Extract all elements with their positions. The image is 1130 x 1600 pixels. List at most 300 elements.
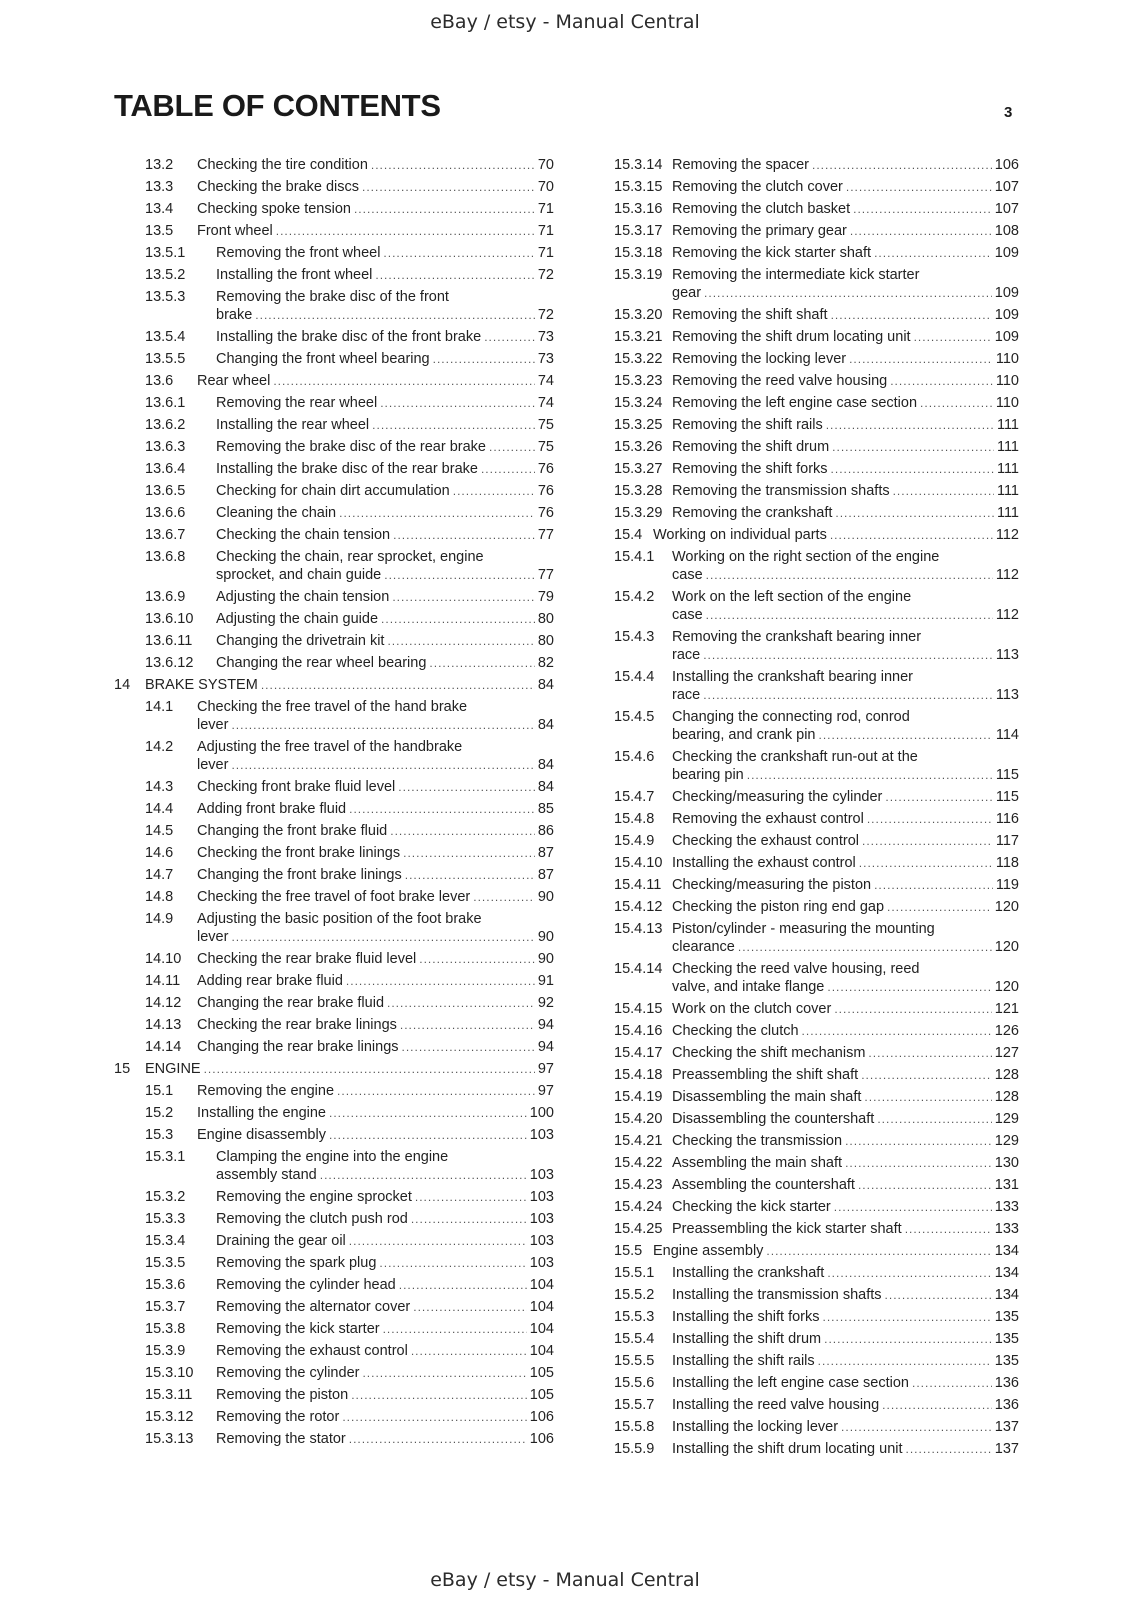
toc-entry-number: 15.3.8 xyxy=(145,1321,186,1337)
dot-leader xyxy=(489,438,535,456)
toc-entry[interactable] xyxy=(614,832,1019,854)
toc-entry-title: assembly stand xyxy=(216,1167,317,1183)
toc-entry-title: Adjusting the chain tension xyxy=(216,589,390,605)
toc-entry-number: 13.3 xyxy=(145,179,174,195)
toc-entry-number: 15.4.20 xyxy=(614,1111,663,1127)
toc-entry[interactable] xyxy=(114,1320,554,1342)
toc-entry-title-line1: Checking the crankshaft run-out at the xyxy=(672,749,918,765)
dot-leader xyxy=(893,482,994,500)
dot-leader xyxy=(802,1022,992,1040)
toc-entry[interactable] xyxy=(114,910,554,950)
toc-entry[interactable] xyxy=(614,920,1019,960)
toc-entry-page: 113 xyxy=(995,687,1019,703)
toc-entry[interactable] xyxy=(614,222,1019,244)
dot-leader xyxy=(354,200,535,218)
toc-entry-number: 15 xyxy=(114,1061,131,1077)
toc-entry[interactable] xyxy=(114,1104,554,1126)
toc-entry[interactable] xyxy=(114,1232,554,1254)
toc-entry[interactable] xyxy=(614,416,1019,438)
toc-entry[interactable] xyxy=(614,244,1019,266)
toc-entry-page: 108 xyxy=(994,223,1019,239)
toc-entry[interactable] xyxy=(114,350,554,372)
dot-leader xyxy=(832,438,994,456)
toc-entry[interactable] xyxy=(614,1176,1019,1198)
dot-leader xyxy=(824,1330,992,1348)
toc-entry-title: case xyxy=(672,607,703,623)
toc-entry-title: Removing the piston xyxy=(216,1387,349,1403)
toc-entry[interactable] xyxy=(114,1364,554,1386)
toc-entry-number: 15.4.6 xyxy=(614,749,655,765)
toc-entry-page: 103 xyxy=(529,1233,554,1249)
toc-entry-title: Checking the front brake linings xyxy=(197,845,401,861)
toc-entry-page: 113 xyxy=(995,647,1019,663)
toc-entry-page: 121 xyxy=(994,1001,1019,1017)
toc-entry[interactable] xyxy=(614,1132,1019,1154)
dot-leader xyxy=(371,156,535,174)
toc-entry-number: 15.4.15 xyxy=(614,1001,663,1017)
toc-entry[interactable] xyxy=(114,888,554,910)
toc-entry[interactable] xyxy=(114,654,554,676)
toc-entry[interactable] xyxy=(614,350,1019,372)
toc-entry[interactable] xyxy=(614,1374,1019,1396)
toc-entry-number: 13.6.9 xyxy=(145,589,186,605)
dot-leader xyxy=(864,1088,991,1106)
toc-entry-number: 15.4.9 xyxy=(614,833,655,849)
toc-entry-title-line1: Checking the chain, rear sprocket, engine xyxy=(216,549,484,565)
toc-entry-number: 14.5 xyxy=(145,823,174,839)
toc-entry[interactable] xyxy=(114,416,554,438)
toc-entry[interactable] xyxy=(114,328,554,350)
toc-entry-number: 15.4.18 xyxy=(614,1067,663,1083)
dot-leader xyxy=(339,504,535,522)
toc-entry[interactable] xyxy=(614,876,1019,898)
toc-entry[interactable] xyxy=(114,1430,554,1452)
toc-entry-number: 15.3.2 xyxy=(145,1189,186,1205)
dot-leader xyxy=(387,994,535,1012)
toc-entry[interactable] xyxy=(114,1082,554,1104)
toc-entry-page: 85 xyxy=(537,801,554,817)
toc-entry-number: 15.3.11 xyxy=(145,1387,193,1403)
toc-entry[interactable] xyxy=(114,1210,554,1232)
toc-entry[interactable] xyxy=(114,548,554,588)
dot-leader xyxy=(362,178,535,196)
toc-entry[interactable] xyxy=(114,1298,554,1320)
toc-entry[interactable] xyxy=(114,1016,554,1038)
toc-entry-title: Installing the exhaust control xyxy=(672,855,856,871)
toc-entry[interactable] xyxy=(614,1418,1019,1440)
toc-entry-number: 13.5 xyxy=(145,223,174,239)
toc-entry[interactable] xyxy=(114,178,554,200)
toc-entry-page: 118 xyxy=(995,855,1019,871)
dot-leader xyxy=(273,372,535,390)
toc-entry-number: 15.4.10 xyxy=(614,855,663,871)
toc-entry[interactable] xyxy=(114,394,554,416)
toc-entry-number: 15.4.25 xyxy=(614,1221,663,1237)
toc-entry[interactable] xyxy=(614,1198,1019,1220)
toc-entry[interactable] xyxy=(614,1154,1019,1176)
toc-entry[interactable] xyxy=(614,1000,1019,1022)
toc-entry[interactable] xyxy=(614,748,1019,788)
toc-entry-title: Installing the locking lever xyxy=(672,1419,839,1435)
toc-entry-number: 15.5.2 xyxy=(614,1287,655,1303)
toc-entry-page: 135 xyxy=(994,1309,1019,1325)
toc-entry[interactable] xyxy=(114,972,554,994)
toc-entry[interactable] xyxy=(614,668,1019,708)
toc-entry[interactable] xyxy=(114,200,554,222)
toc-entry-page: 112 xyxy=(995,527,1019,543)
toc-entry[interactable] xyxy=(614,266,1019,306)
toc-entry-page: 109 xyxy=(994,329,1019,345)
toc-entry-title: Removing the alternator cover xyxy=(216,1299,411,1315)
dot-leader xyxy=(337,1082,535,1100)
dot-leader xyxy=(349,1232,527,1250)
dot-leader xyxy=(349,1430,527,1448)
toc-entry-page: 104 xyxy=(529,1277,554,1293)
toc-entry-page: 84 xyxy=(537,717,554,733)
toc-entry[interactable] xyxy=(114,822,554,844)
toc-entry[interactable] xyxy=(614,708,1019,748)
dot-leader xyxy=(861,1066,992,1084)
toc-entry[interactable] xyxy=(614,1396,1019,1418)
toc-entry[interactable] xyxy=(614,328,1019,350)
toc-entry-title: Disassembling the countershaft xyxy=(672,1111,875,1127)
toc-entry-page: 84 xyxy=(537,677,554,693)
toc-entry[interactable] xyxy=(114,1254,554,1276)
toc-entry-number: 15.4.21 xyxy=(614,1133,663,1149)
toc-entry-title: Checking the rear brake linings xyxy=(197,1017,397,1033)
dot-leader xyxy=(379,1254,526,1272)
dot-leader xyxy=(381,610,535,628)
toc-entry-number: 15.5.9 xyxy=(614,1441,655,1457)
dot-leader xyxy=(850,222,992,240)
dot-leader xyxy=(433,350,535,368)
toc-entry-number: 13.4 xyxy=(145,201,174,217)
dot-leader xyxy=(383,1320,527,1338)
toc-entry[interactable] xyxy=(614,504,1019,526)
toc-entry[interactable] xyxy=(114,372,554,394)
toc-entry[interactable] xyxy=(614,482,1019,504)
toc-entry-number: 13.6.11 xyxy=(145,633,193,649)
toc-entry-page: 120 xyxy=(994,899,1019,915)
toc-entry[interactable] xyxy=(114,460,554,482)
toc-entry-page: 106 xyxy=(529,1431,554,1447)
toc-entry-number: 15.3 xyxy=(145,1127,174,1143)
toc-entry[interactable] xyxy=(614,1242,1019,1264)
toc-entry[interactable] xyxy=(614,460,1019,482)
toc-entry-title: Installing the engine xyxy=(197,1105,326,1121)
toc-entry[interactable] xyxy=(614,306,1019,328)
toc-entry-page: 103 xyxy=(529,1189,554,1205)
toc-entry-title: Removing the primary gear xyxy=(672,223,847,239)
dot-leader xyxy=(362,1364,526,1382)
toc-entry-number: 13.2 xyxy=(145,157,174,173)
toc-entry[interactable] xyxy=(614,1330,1019,1352)
toc-entry[interactable] xyxy=(114,1386,554,1408)
toc-entry-page: 136 xyxy=(994,1375,1019,1391)
toc-entry-number: 15.3.20 xyxy=(614,307,663,323)
toc-entry[interactable] xyxy=(114,1126,554,1148)
dot-leader xyxy=(841,1418,992,1436)
toc-entry[interactable] xyxy=(614,1088,1019,1110)
toc-entry-title: valve, and intake flange xyxy=(672,979,825,995)
toc-entry-page: 77 xyxy=(537,567,554,583)
toc-entry-title-line1: Installing the crankshaft bearing inner xyxy=(672,669,914,685)
toc-entry-title: Disassembling the main shaft xyxy=(672,1089,862,1105)
toc-entry[interactable] xyxy=(614,1066,1019,1088)
toc-entry-title: Installing the left engine case section xyxy=(672,1375,909,1391)
dot-leader xyxy=(411,1210,527,1228)
toc-entry[interactable] xyxy=(114,288,554,328)
toc-entry-title: Working on individual parts xyxy=(653,527,827,543)
toc-entry-number: 13.6.8 xyxy=(145,549,186,565)
toc-entry-number: 13.6.1 xyxy=(145,395,186,411)
toc-entry-title: Removing the front wheel xyxy=(216,245,381,261)
dot-leader xyxy=(231,928,534,946)
toc-entry[interactable] xyxy=(614,178,1019,200)
toc-entry[interactable] xyxy=(614,628,1019,668)
dot-leader xyxy=(747,766,993,784)
toc-entry[interactable] xyxy=(114,698,554,738)
toc-entry-title-line1: Work on the left section of the engine xyxy=(672,589,912,605)
dot-leader xyxy=(384,566,535,584)
toc-entry-title: Installing the brake disc of the front brake xyxy=(216,329,482,345)
dot-leader xyxy=(706,606,993,624)
toc-entry[interactable] xyxy=(114,844,554,866)
toc-entry-title: Removing the shift shaft xyxy=(672,307,828,323)
toc-entry[interactable] xyxy=(614,1308,1019,1330)
toc-entry-title-line1: Changing the connecting rod, conrod xyxy=(672,709,910,725)
toc-entry-number: 14.10 xyxy=(145,951,182,967)
toc-entry-title: Checking the kick starter xyxy=(672,1199,831,1215)
toc-entry[interactable] xyxy=(114,244,554,266)
toc-entry-number: 15.4.17 xyxy=(614,1045,663,1061)
dot-leader xyxy=(346,972,535,990)
dot-leader xyxy=(231,716,534,734)
toc-entry[interactable] xyxy=(614,854,1019,876)
toc-entry[interactable] xyxy=(614,960,1019,1000)
toc-entry-title: Front wheel xyxy=(197,223,273,239)
toc-entry-title: Installing the shift drum xyxy=(672,1331,822,1347)
toc-entry[interactable] xyxy=(614,1440,1019,1462)
toc-entry-page: 70 xyxy=(537,157,554,173)
toc-entry[interactable] xyxy=(114,738,554,778)
toc-entry-title: Checking the clutch xyxy=(672,1023,799,1039)
toc-entry[interactable] xyxy=(114,438,554,460)
watermark-bottom: eBay / etsy - Manual Central xyxy=(430,1569,700,1591)
toc-entry-title: clearance xyxy=(672,939,735,955)
toc-entry[interactable] xyxy=(114,676,554,698)
toc-entry-page: 110 xyxy=(995,373,1019,389)
toc-entry-number: 13.5.3 xyxy=(145,289,186,305)
page-title: TABLE OF CONTENTS xyxy=(114,88,441,123)
toc-entry-page: 119 xyxy=(995,877,1019,893)
toc-entry-number: 15.3.3 xyxy=(145,1211,186,1227)
toc-entry[interactable] xyxy=(114,504,554,526)
toc-entry[interactable] xyxy=(114,1276,554,1298)
toc-entry-page: 74 xyxy=(537,373,554,389)
dot-leader xyxy=(390,822,535,840)
toc-entry-page: 77 xyxy=(537,527,554,543)
toc-entry[interactable] xyxy=(114,482,554,504)
toc-entry[interactable] xyxy=(114,1148,554,1188)
toc-entry[interactable] xyxy=(614,438,1019,460)
toc-entry-page: 127 xyxy=(994,1045,1019,1061)
toc-entry-title: Checking the exhaust control xyxy=(672,833,859,849)
toc-entry-page: 131 xyxy=(994,1177,1019,1193)
toc-entry[interactable] xyxy=(114,1060,554,1082)
toc-entry[interactable] xyxy=(114,222,554,244)
toc-entry-title: Removing the kick starter xyxy=(216,1321,380,1337)
toc-entry[interactable] xyxy=(614,1220,1019,1242)
toc-entry-page: 86 xyxy=(537,823,554,839)
toc-entry[interactable] xyxy=(614,810,1019,832)
toc-entry[interactable] xyxy=(114,950,554,972)
dot-leader xyxy=(329,1104,527,1122)
toc-entry-title: Checking the chain tension xyxy=(216,527,391,543)
toc-entry[interactable] xyxy=(114,1188,554,1210)
toc-entry-page: 87 xyxy=(537,867,554,883)
toc-entry-number: 15.5.4 xyxy=(614,1331,655,1347)
toc-entry-page: 133 xyxy=(994,1199,1019,1215)
toc-entry-title-line1: Checking the reed valve housing, reed xyxy=(672,961,920,977)
toc-entry-title: Removing the brake disc of the rear brake xyxy=(216,439,486,455)
dot-leader xyxy=(826,416,994,434)
toc-entry[interactable] xyxy=(114,994,554,1016)
toc-entry-title: Removing the rear wheel xyxy=(216,395,378,411)
toc-entry-number: 15.5.7 xyxy=(614,1397,655,1413)
toc-entry[interactable] xyxy=(114,866,554,888)
toc-entry-number: 15.4.14 xyxy=(614,961,663,977)
toc-entry-title: Installing the transmission shafts xyxy=(672,1287,882,1303)
dot-leader xyxy=(375,266,534,284)
dot-leader xyxy=(858,1176,992,1194)
toc-entry-title: Removing the cylinder head xyxy=(216,1277,396,1293)
dot-leader xyxy=(703,686,993,704)
toc-entry-page: 116 xyxy=(995,811,1019,827)
toc-entry[interactable] xyxy=(614,526,1019,548)
toc-entry-title: Checking the free travel of foot brake lever xyxy=(197,889,471,905)
toc-entry-title: Removing the rotor xyxy=(216,1409,340,1425)
dot-leader xyxy=(429,654,534,672)
toc-entry-page: 128 xyxy=(994,1089,1019,1105)
toc-entry-title: Removing the shift drum xyxy=(672,439,830,455)
toc-entry[interactable] xyxy=(614,1022,1019,1044)
toc-entry[interactable] xyxy=(614,156,1019,178)
dot-leader xyxy=(818,1352,992,1370)
toc-entry-number: 15.3.26 xyxy=(614,439,663,455)
toc-entry-title: Checking the shift mechanism xyxy=(672,1045,866,1061)
toc-entry-title: lever xyxy=(197,929,229,945)
toc-entry-page: 91 xyxy=(537,973,554,989)
toc-entry[interactable] xyxy=(614,1044,1019,1066)
toc-entry-page: 111 xyxy=(996,439,1019,455)
toc-entry-number: 13.5.4 xyxy=(145,329,186,345)
toc-entry[interactable] xyxy=(114,1342,554,1364)
toc-entry-number: 15.4.13 xyxy=(614,921,663,937)
toc-entry-title: Adding rear brake fluid xyxy=(197,973,343,989)
toc-entry[interactable] xyxy=(614,1286,1019,1308)
dot-leader xyxy=(473,888,535,906)
toc-entry-page: 136 xyxy=(994,1397,1019,1413)
toc-entry-number: 15.3.15 xyxy=(614,179,663,195)
toc-entry-title: Checking/measuring the cylinder xyxy=(672,789,883,805)
toc-entry-number: 15.4 xyxy=(614,527,643,543)
toc-entry-title: Removing the crankshaft xyxy=(672,505,833,521)
toc-entry-page: 110 xyxy=(995,395,1019,411)
toc-entry-page: 137 xyxy=(994,1419,1019,1435)
toc-entry-page: 134 xyxy=(994,1265,1019,1281)
toc-entry-page: 120 xyxy=(994,979,1019,995)
toc-entry[interactable] xyxy=(114,588,554,610)
toc-entry[interactable] xyxy=(114,610,554,632)
toc-entry[interactable] xyxy=(114,266,554,288)
toc-entry-number: 14.3 xyxy=(145,779,174,795)
toc-entry-title-line1: Clamping the engine into the engine xyxy=(216,1149,449,1165)
toc-entry[interactable] xyxy=(114,778,554,800)
toc-entry[interactable] xyxy=(614,372,1019,394)
toc-entry-page: 74 xyxy=(537,395,554,411)
toc-entry[interactable] xyxy=(614,788,1019,810)
dot-leader xyxy=(853,200,992,218)
dot-leader xyxy=(413,1298,527,1316)
toc-entry-page: 133 xyxy=(994,1221,1019,1237)
toc-entry-title: Removing the clutch basket xyxy=(672,201,851,217)
toc-entry-number: 15.4.12 xyxy=(614,899,663,915)
toc-entry[interactable] xyxy=(614,898,1019,920)
toc-entry[interactable] xyxy=(114,156,554,178)
toc-entry-number: 15.3.9 xyxy=(145,1343,186,1359)
toc-entry[interactable] xyxy=(614,1110,1019,1132)
toc-entry[interactable] xyxy=(614,1264,1019,1286)
toc-entry-number: 13.6.10 xyxy=(145,611,194,627)
toc-entry-number: 15.4.4 xyxy=(614,669,655,685)
dot-leader xyxy=(812,156,992,174)
dot-leader xyxy=(920,394,993,412)
toc-entry[interactable] xyxy=(614,394,1019,416)
dot-leader xyxy=(819,726,993,744)
toc-entry-number: 13.6.4 xyxy=(145,461,186,477)
toc-entry-number: 15.3.6 xyxy=(145,1277,186,1293)
toc-entry-title: brake xyxy=(216,307,253,323)
toc-entry[interactable] xyxy=(114,1038,554,1060)
dot-leader xyxy=(255,306,535,324)
toc-entry-title-line1: Removing the brake disc of the front xyxy=(216,289,449,305)
toc-entry[interactable] xyxy=(614,588,1019,628)
toc-entry-page: 111 xyxy=(996,461,1019,477)
toc-entry-title: Checking for chain dirt accumulation xyxy=(216,483,450,499)
toc-entry[interactable] xyxy=(114,800,554,822)
dot-leader xyxy=(706,566,993,584)
toc-entry-title: Checking spoke tension xyxy=(197,201,351,217)
toc-entry-page: 71 xyxy=(537,201,554,217)
toc-entry-page: 112 xyxy=(995,607,1019,623)
toc-entry-page: 104 xyxy=(529,1343,554,1359)
toc-entry-page: 75 xyxy=(537,417,554,433)
toc-entry[interactable] xyxy=(114,632,554,654)
toc-entry[interactable] xyxy=(114,1408,554,1430)
dot-leader xyxy=(877,1110,991,1128)
toc-entry[interactable] xyxy=(114,526,554,548)
toc-entry-number: 15.3.14 xyxy=(614,157,663,173)
toc-entry-page: 92 xyxy=(537,995,554,1011)
toc-entry[interactable] xyxy=(614,1352,1019,1374)
toc-entry-title: Installing the crankshaft xyxy=(672,1265,825,1281)
toc-entry-page: 115 xyxy=(995,789,1019,805)
dot-leader xyxy=(834,1000,991,1018)
toc-entry[interactable] xyxy=(614,200,1019,222)
toc-entry-page: 111 xyxy=(996,505,1019,521)
toc-entry[interactable] xyxy=(614,548,1019,588)
